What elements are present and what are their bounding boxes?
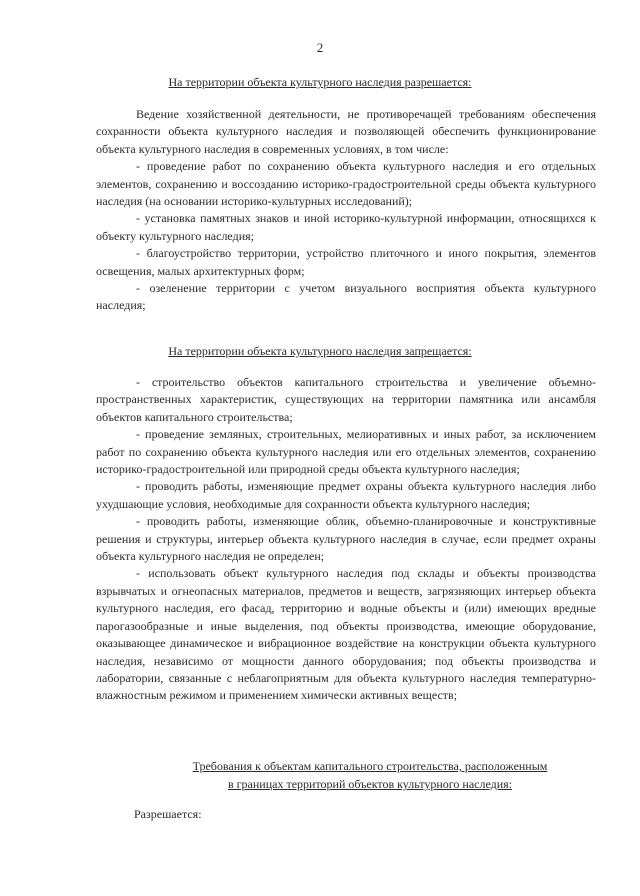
paragraph: - проводить работы, изменяющие облик, объемно-планировочные и конструктивные решения и структуры, интерьер объекта культурного наследия в случае, если предмет охраны объекта культурного наследия не определен; xyxy=(96,514,596,564)
section-allowed-body xyxy=(96,106,596,315)
section-prohibited-heading: На территории объекта культурного наследия запрещается: xyxy=(168,344,472,358)
heading-line: в границах территорий объектов культурного наследия: xyxy=(227,777,513,791)
paragraph: - проведение земляных, строительных, мелиоративных и иных работ, за исключением работ по сохранению объекта культурного наследия или его отдельных элементов, сохранению историко-градостроительной или природной среды объекта культурного наследия; xyxy=(96,427,596,477)
section-prohibited-body xyxy=(96,374,596,705)
paragraph: - проводить работы, изменяющие предмет охраны объекта культурного наследия либо ухудшающие условия, необходимые для сохранности объекта культурного наследия; xyxy=(96,479,596,511)
section-requirements-heading xyxy=(150,757,590,793)
paragraph: - использовать объект культурного наследия под склады и объекты производства взрывчатых и огнеопасных материалов, предметов и веществ, загрязняющих интерьер объекта культурного наследия, его фасад, территорию и водные объекты и (или) имеющих вредные парогазообразные и иные выделения, под объекты производства, имеющие оборудование, оказывающее динамическое и вибрационное воздействие на конструкции объекта культурного наследия, независимо от мощности данного оборудования; под объекты производства и лаборатории, связанные с неблагоприятным для объекта культурного наследия температурно-влажностным режимом и применением химически активных веществ; xyxy=(96,566,596,703)
paragraph: - установка памятных знаков и иной историко-культурной информации, относящихся к объекту культурного наследия; xyxy=(96,211,596,243)
heading-line: Требования к объектам капитального строительства, расположенным xyxy=(192,759,548,773)
paragraph: - проведение работ по сохранению объекта культурного наследия и его отдельных элементов, сохранению и воссозданию историко-градостроительной среды объекта культурного наследия (на основании историко-культурных исследований); xyxy=(96,159,596,209)
paragraph: - озеленение территории с учетом визуального восприятия объекта культурного наследия; xyxy=(96,281,596,313)
page-number: 2 xyxy=(316,40,324,55)
paragraph: Ведение хозяйственной деятельности, не противоречащей требованиям обеспечения сохранности объекта культурного наследия и позволяющей обеспечить функционирование объекта культурного наследия в современных условиях, в том числе: xyxy=(96,107,596,156)
section-allowed-heading: На территории объекта культурного наследия разрешается: xyxy=(168,75,472,89)
paragraph: - благоустройство территории, устройство плиточного и иного покрытия, элементов освещения, малых архитектурных форм; xyxy=(96,246,596,278)
paragraph: - строительство объектов капитального строительства и увеличение объемно-пространственных характеристик, существующих на территории памятника или ансамбля объектов капитального строительства; xyxy=(96,375,596,424)
allowed-label: Разрешается: xyxy=(134,807,202,821)
